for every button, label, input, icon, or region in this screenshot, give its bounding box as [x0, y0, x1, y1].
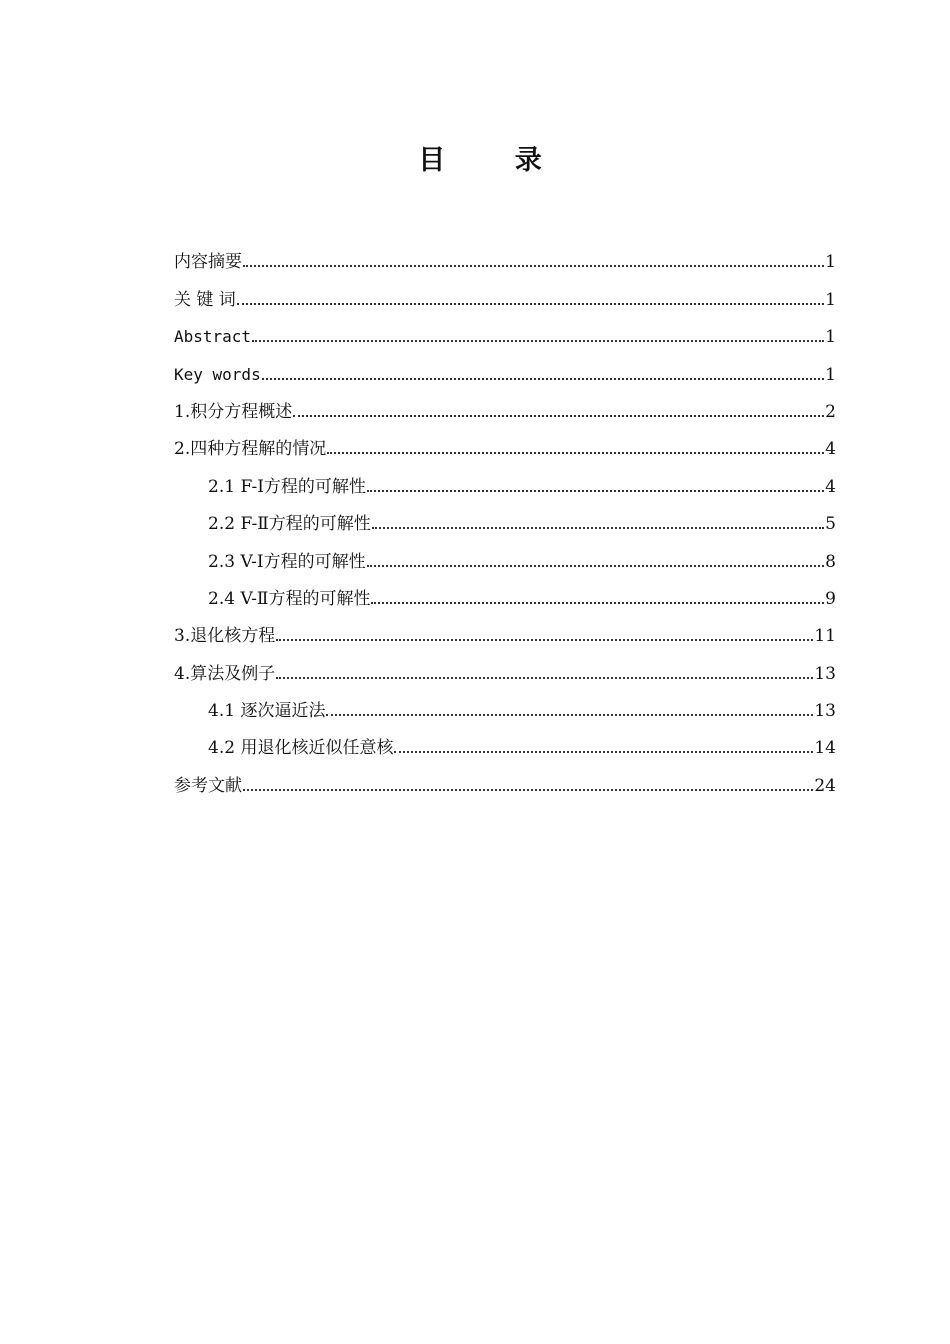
toc-entry-page: 24: [814, 775, 836, 796]
toc-entry-chapter-1[interactable]: [174, 386, 836, 423]
toc-entry-section-2-4[interactable]: [174, 573, 836, 610]
toc-entry-section-2-2[interactable]: [174, 498, 836, 535]
toc-entry-abstract-cn[interactable]: [174, 236, 836, 273]
toc-entry-label: 4.2 用退化核近似任意核: [208, 738, 394, 759]
toc-entry-label: 2.2 F-Ⅱ方程的可解性: [208, 514, 371, 535]
toc-entry-page: 8: [825, 551, 836, 572]
toc-leader-dots: [372, 526, 824, 529]
toc-leader-dots: [367, 489, 824, 492]
toc-entry-page: 13: [814, 701, 836, 722]
toc-entry-page: 2: [825, 401, 836, 422]
toc-entry-label: 4.算法及例子: [174, 663, 276, 684]
toc-entry-section-2-1[interactable]: [174, 460, 836, 497]
toc-leader-dots: [326, 713, 813, 716]
toc-leader-dots: [276, 676, 813, 679]
toc-leader-dots: [394, 750, 813, 753]
toc-entry-label: Abstract: [174, 327, 252, 347]
toc-entry-page: 1: [825, 364, 836, 385]
toc-entry-abstract-en[interactable]: [174, 311, 836, 348]
toc-leader-dots: [252, 339, 824, 342]
toc-entry-section-4-2[interactable]: [174, 722, 836, 759]
toc-leader-dots: [367, 564, 825, 567]
toc-entry-keywords-en[interactable]: [174, 348, 836, 385]
toc-leader-dots: [371, 601, 824, 604]
toc-leader-dots: [243, 264, 824, 267]
toc-entry-label: 3.退化核方程: [174, 626, 276, 647]
toc-entry-label: 4.1 逐次逼近法: [208, 701, 326, 722]
toc-leader-dots: [293, 414, 824, 417]
toc-list: [174, 236, 836, 797]
toc-entry-chapter-2[interactable]: [174, 423, 836, 460]
toc-leader-dots: [262, 377, 824, 380]
toc-entry-page: 1: [825, 289, 836, 310]
toc-entry-label: 参考文献: [174, 775, 242, 796]
toc-entry-chapter-4[interactable]: [174, 647, 836, 684]
toc-leader-dots: [237, 302, 824, 305]
toc-leader-dots: [243, 788, 813, 791]
toc-entry-page: 4: [825, 439, 836, 460]
toc-entry-references[interactable]: [174, 759, 836, 796]
toc-entry-page: 5: [825, 514, 836, 535]
toc-title: 目 录: [418, 145, 572, 176]
toc-entry-page: 14: [814, 738, 836, 759]
toc-entry-keywords-cn[interactable]: [174, 273, 836, 310]
toc-entry-label: Key words: [174, 364, 261, 384]
toc-entry-section-2-3[interactable]: [174, 535, 836, 572]
toc-entry-page: 13: [814, 663, 836, 684]
toc-leader-dots: [327, 451, 824, 454]
toc-entry-section-4-1[interactable]: [174, 685, 836, 722]
toc-entry-label: 2.四种方程解的情况: [174, 439, 327, 460]
toc-entry-label: 2.3 V-Ⅰ方程的可解性: [208, 551, 366, 572]
toc-entry-label: 2.1 F-Ⅰ方程的可解性: [208, 476, 366, 497]
toc-entry-page: 1: [825, 327, 836, 348]
toc-entry-page: 11: [814, 626, 836, 647]
toc-entry-label: 关 键 词: [174, 289, 236, 310]
toc-entry-page: 4: [825, 476, 836, 497]
toc-leader-dots: [276, 638, 813, 641]
toc-entry-label: 内容摘要: [174, 252, 242, 273]
toc-entry-page: 1: [825, 252, 836, 273]
toc-entry-label: 1.积分方程概述: [174, 401, 293, 422]
toc-entry-label: 2.4 V-Ⅱ方程的可解性: [208, 588, 371, 609]
toc-entry-chapter-3[interactable]: [174, 610, 836, 647]
toc-entry-page: 9: [825, 588, 836, 609]
